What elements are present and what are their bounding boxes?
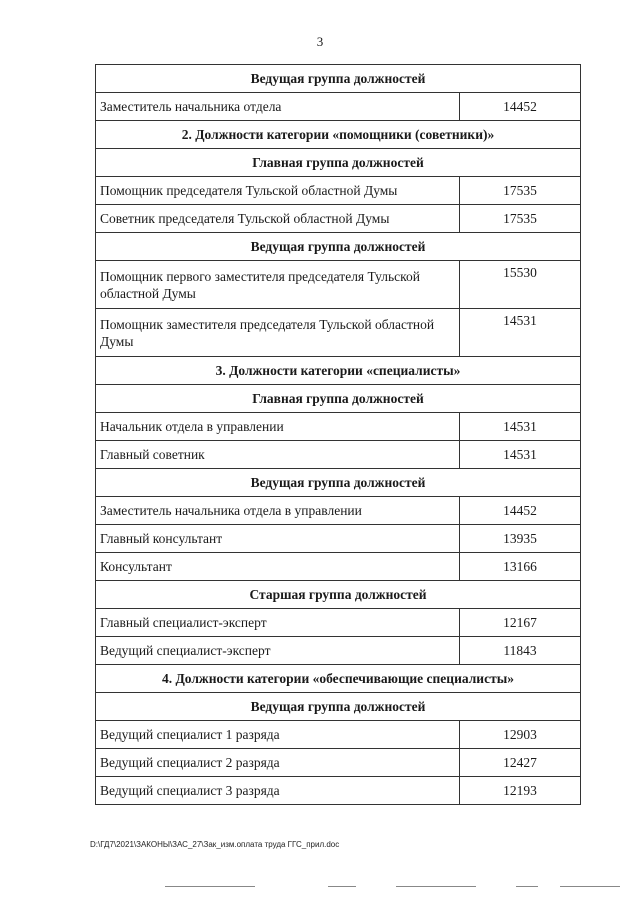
section-heading: Ведущая группа должностей bbox=[96, 233, 581, 261]
table-section-heading-row bbox=[96, 357, 581, 385]
table-section-heading-row bbox=[96, 469, 581, 497]
salary-value: 12167 bbox=[460, 609, 581, 637]
table-row bbox=[96, 777, 581, 805]
salary-value: 13166 bbox=[460, 553, 581, 581]
salary-table bbox=[95, 64, 581, 805]
table-row bbox=[96, 497, 581, 525]
section-heading: Ведущая группа должностей bbox=[96, 65, 581, 93]
table-row bbox=[96, 177, 581, 205]
footer-file-path: D:\ГД7\2021\ЗАКОНЫ\ЗАС_27\Зак_изм.оплата труда ГГС_прил.doc bbox=[90, 840, 340, 849]
table-row bbox=[96, 441, 581, 469]
position-name: Советник председателя Тульской областной Думы bbox=[96, 205, 460, 233]
table-row bbox=[96, 721, 581, 749]
position-name: Ведущий специалист 1 разряда bbox=[96, 721, 460, 749]
scan-artifact-line bbox=[560, 886, 620, 887]
salary-value: 14452 bbox=[460, 93, 581, 121]
section-heading: 3. Должности категории «специалисты» bbox=[96, 357, 581, 385]
table-section-heading-row bbox=[96, 581, 581, 609]
position-name: Главный советник bbox=[96, 441, 460, 469]
table-row bbox=[96, 553, 581, 581]
scan-artifact-line bbox=[396, 886, 476, 887]
section-heading: Главная группа должностей bbox=[96, 385, 581, 413]
salary-value: 17535 bbox=[460, 205, 581, 233]
position-name: Помощник первого заместителя председателя Тульской областной Думы bbox=[96, 261, 460, 309]
section-heading: Старшая группа должностей bbox=[96, 581, 581, 609]
position-name: Начальник отдела в управлении bbox=[96, 413, 460, 441]
position-name: Главный специалист-эксперт bbox=[96, 609, 460, 637]
table-row bbox=[96, 609, 581, 637]
table-section-heading-row bbox=[96, 149, 581, 177]
position-name: Ведущий специалист-эксперт bbox=[96, 637, 460, 665]
position-name: Ведущий специалист 2 разряда bbox=[96, 749, 460, 777]
salary-value: 14531 bbox=[460, 309, 581, 357]
scan-artifact-line bbox=[165, 886, 255, 887]
position-name: Заместитель начальника отдела в управлении bbox=[96, 497, 460, 525]
table-row bbox=[96, 413, 581, 441]
salary-value: 11843 bbox=[460, 637, 581, 665]
salary-value: 14531 bbox=[460, 441, 581, 469]
table-section-heading-row bbox=[96, 121, 581, 149]
table-section-heading-row bbox=[96, 693, 581, 721]
table-row bbox=[96, 205, 581, 233]
position-name: Ведущий специалист 3 разряда bbox=[96, 777, 460, 805]
table-row bbox=[96, 749, 581, 777]
table-row bbox=[96, 93, 581, 121]
table-section-heading-row bbox=[96, 233, 581, 261]
scan-artifact-line bbox=[328, 886, 356, 887]
section-heading: 2. Должности категории «помощники (советники)» bbox=[96, 121, 581, 149]
salary-value: 12193 bbox=[460, 777, 581, 805]
page-number: 3 bbox=[316, 34, 324, 49]
position-name: Помощник заместителя председателя Тульской областной Думы bbox=[96, 309, 460, 357]
salary-value: 12903 bbox=[460, 721, 581, 749]
section-heading: Главная группа должностей bbox=[96, 149, 581, 177]
section-heading: 4. Должности категории «обеспечивающие специалисты» bbox=[96, 665, 581, 693]
table-row bbox=[96, 637, 581, 665]
salary-table-body bbox=[96, 65, 581, 805]
section-heading: Ведущая группа должностей bbox=[96, 693, 581, 721]
table-section-heading-row bbox=[96, 385, 581, 413]
position-name: Главный консультант bbox=[96, 525, 460, 553]
table-section-heading-row bbox=[96, 65, 581, 93]
salary-value: 12427 bbox=[460, 749, 581, 777]
table-row bbox=[96, 261, 581, 309]
table-section-heading-row bbox=[96, 665, 581, 693]
table-row bbox=[96, 525, 581, 553]
table-row bbox=[96, 309, 581, 357]
salary-value: 15530 bbox=[460, 261, 581, 309]
position-name: Заместитель начальника отдела bbox=[96, 93, 460, 121]
scan-artifact-line bbox=[516, 886, 538, 887]
section-heading: Ведущая группа должностей bbox=[96, 469, 581, 497]
position-name: Помощник председателя Тульской областной Думы bbox=[96, 177, 460, 205]
salary-value: 14531 bbox=[460, 413, 581, 441]
salary-value: 14452 bbox=[460, 497, 581, 525]
position-name: Консультант bbox=[96, 553, 460, 581]
salary-value: 13935 bbox=[460, 525, 581, 553]
salary-value: 17535 bbox=[460, 177, 581, 205]
